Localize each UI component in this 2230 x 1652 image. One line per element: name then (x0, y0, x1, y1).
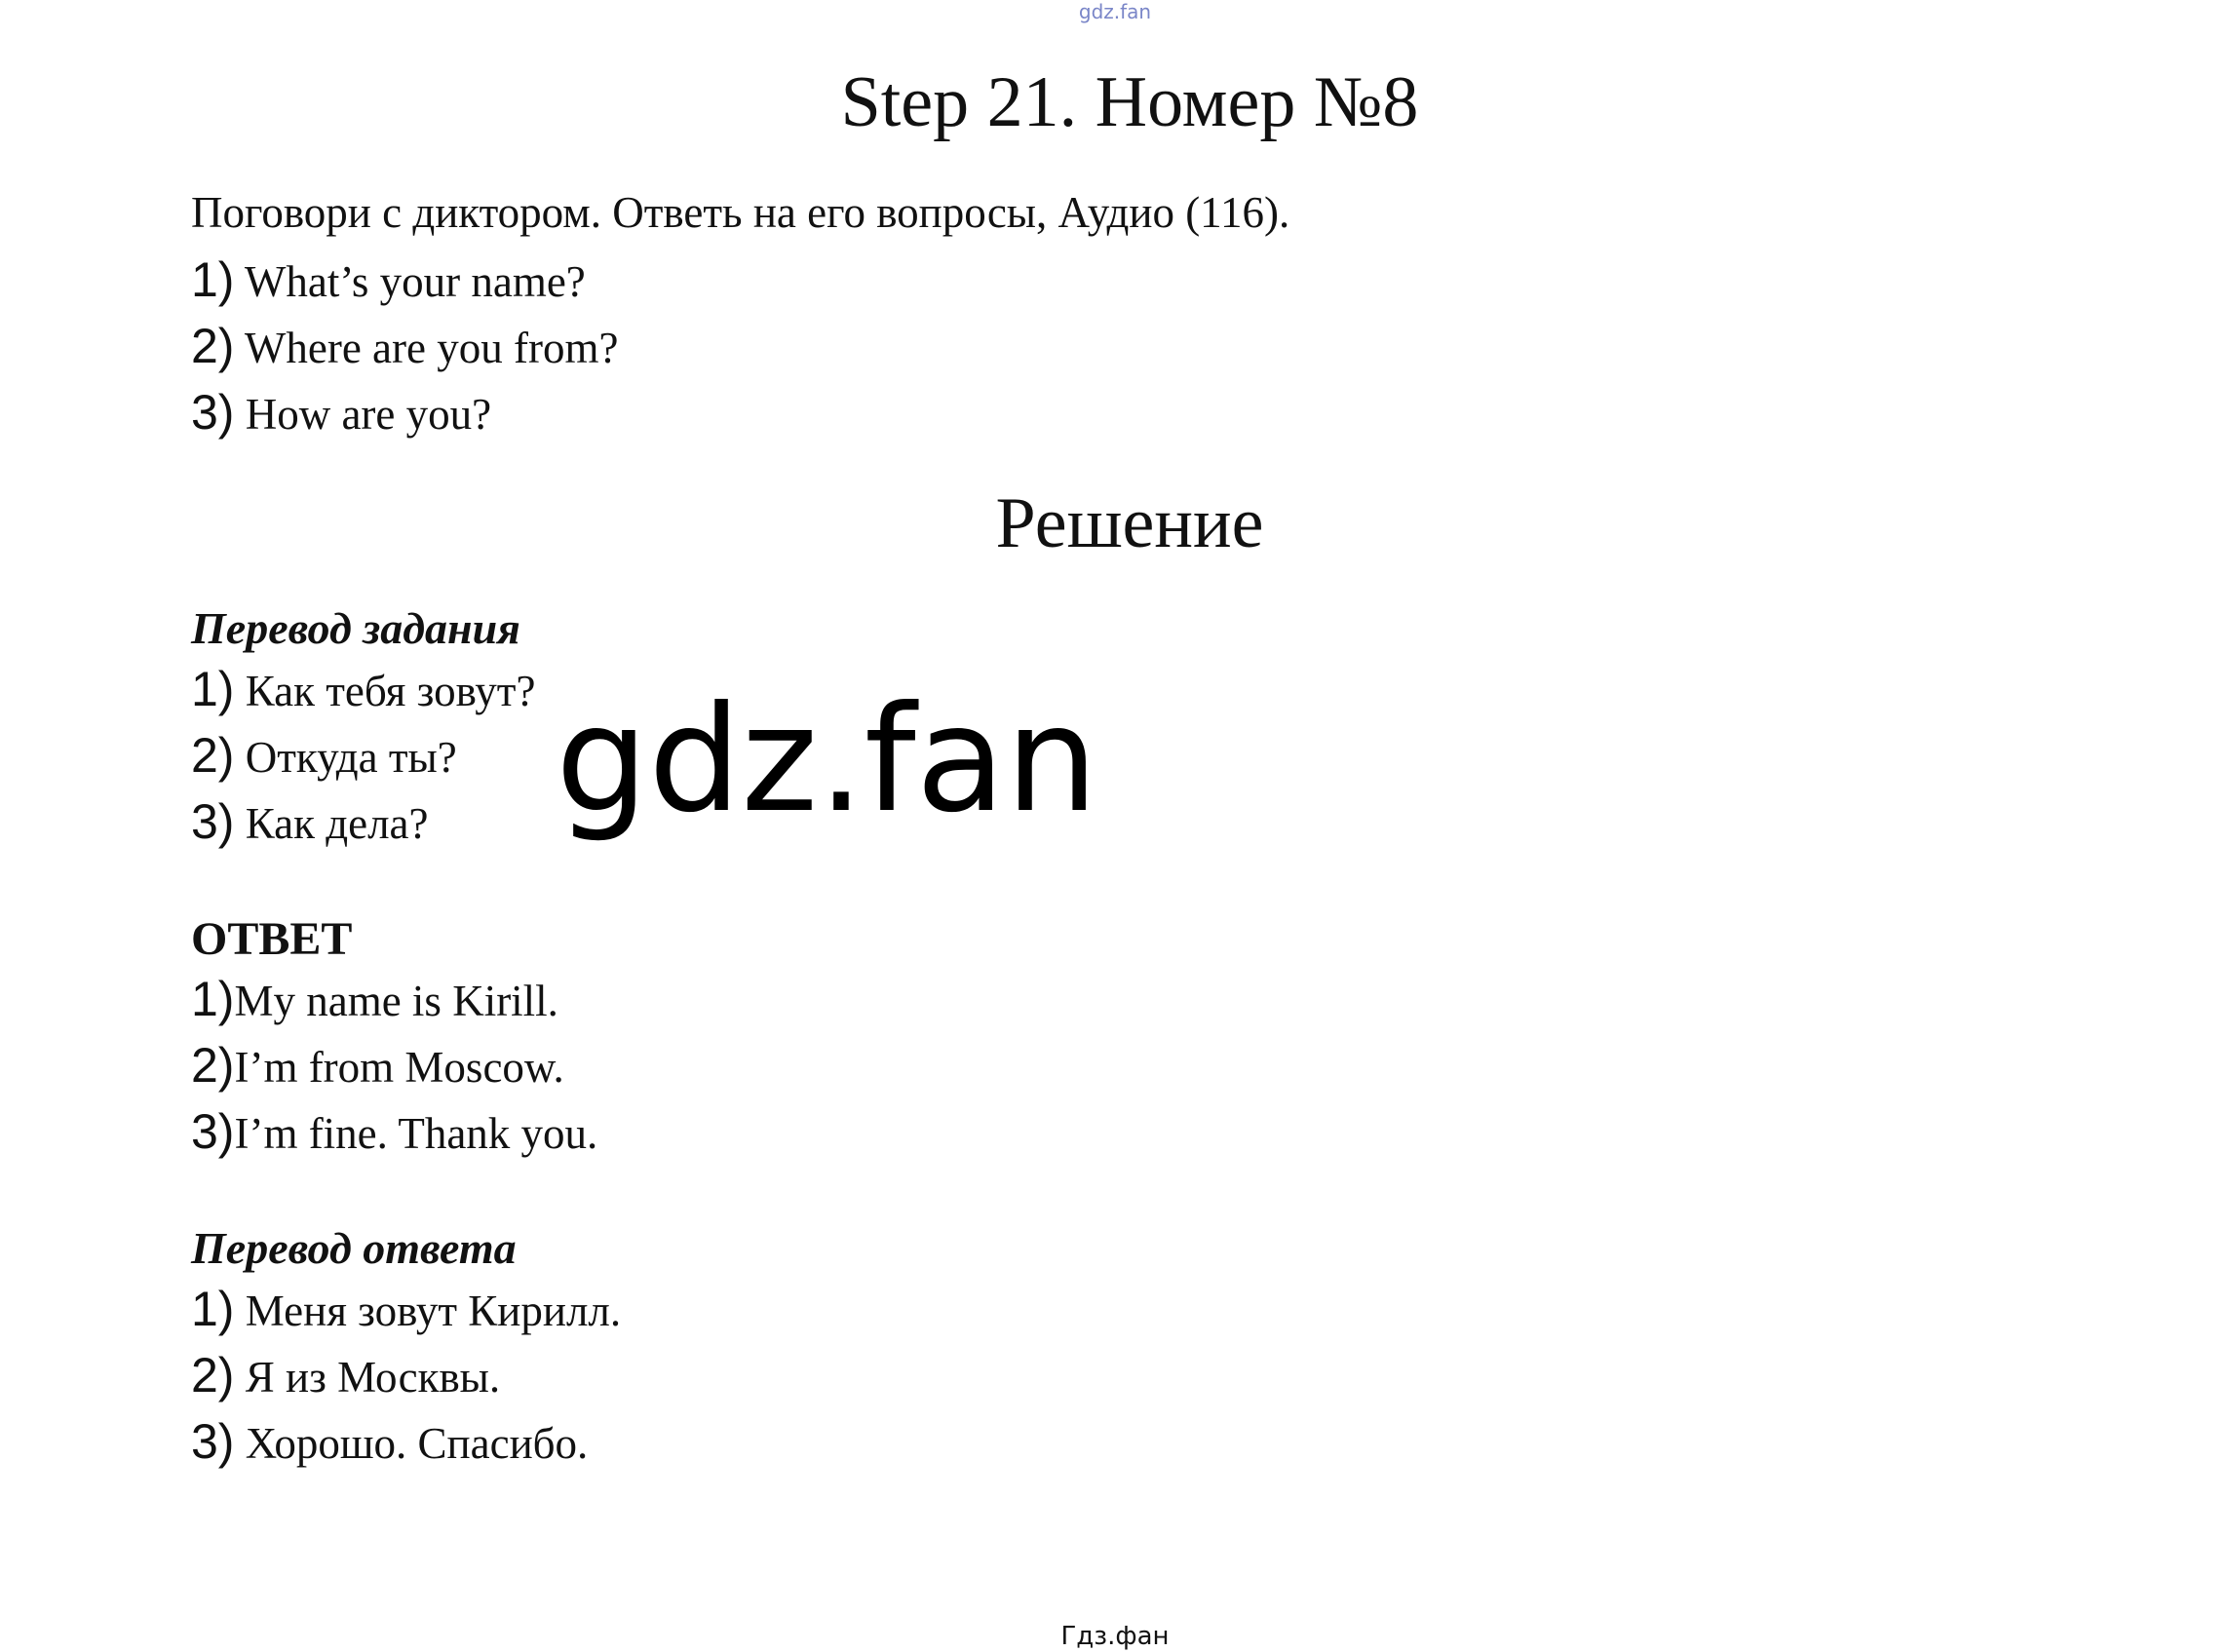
answer-text-2: I’m from Moscow. (234, 1043, 564, 1092)
question-3 (191, 385, 492, 440)
question-3-text: How are you? (234, 390, 492, 439)
task-translation-text-3: Как дела? (234, 799, 429, 848)
answer-number-3: 3) (191, 1104, 235, 1159)
task-instruction: Поговори с диктором. Ответь на его вопросы, Аудио (116). (191, 188, 1290, 237)
task-translation-item-1 (191, 662, 536, 716)
top-watermark: gdz.fan (1078, 0, 1152, 23)
answer-translation-number-1: 1) (191, 1282, 235, 1336)
answer-item-3 (191, 1104, 598, 1159)
task-translation-item-2 (191, 728, 457, 783)
task-translation-heading: Перевод задания (191, 603, 520, 653)
answer-translation-text-2: Я из Москвы. (234, 1353, 501, 1402)
question-2-text: Where are you from? (234, 324, 619, 372)
answer-translation-text-3: Хорошо. Спасибо. (234, 1419, 589, 1468)
question-1-text: What’s your name? (234, 257, 586, 306)
answer-translation-text-1: Меня зовут Кирилл. (234, 1287, 622, 1335)
task-translation-text-1: Как тебя зовут? (234, 667, 536, 715)
answer-item-2 (191, 1038, 564, 1093)
solution-heading: Решение (995, 483, 1264, 563)
question-2-number: 2) (191, 319, 235, 373)
task-translation-number-1: 1) (191, 662, 235, 716)
answer-translation-heading: Перевод ответа (191, 1223, 517, 1273)
answer-translation-item-1 (191, 1282, 622, 1336)
answer-translation-item-3 (191, 1414, 589, 1469)
answer-number-2: 2) (191, 1038, 235, 1093)
answer-number-1: 1) (191, 972, 235, 1026)
question-1-number: 1) (191, 252, 235, 307)
answer-translation-number-3: 3) (191, 1414, 235, 1469)
answer-translation-number-2: 2) (191, 1348, 235, 1402)
task-translation-number-3: 3) (191, 794, 235, 849)
answer-translation-item-2 (191, 1348, 501, 1402)
center-watermark: gdz.fan (556, 675, 1098, 845)
task-translation-item-3 (191, 794, 429, 849)
question-3-number: 3) (191, 385, 235, 440)
answer-text-3: I’m fine. Thank you. (234, 1109, 598, 1158)
answer-heading: ОТВЕТ (191, 913, 353, 965)
answer-text-1: My name is Kirill. (234, 977, 558, 1025)
question-2 (191, 319, 619, 373)
task-translation-number-2: 2) (191, 728, 235, 783)
page-title: Step 21. Номер №8 (840, 62, 1419, 142)
answer-item-1 (191, 972, 558, 1026)
footer-watermark: Гдз.фан (1060, 1622, 1170, 1651)
question-1 (191, 252, 586, 307)
task-translation-text-2: Откуда ты? (234, 733, 457, 782)
